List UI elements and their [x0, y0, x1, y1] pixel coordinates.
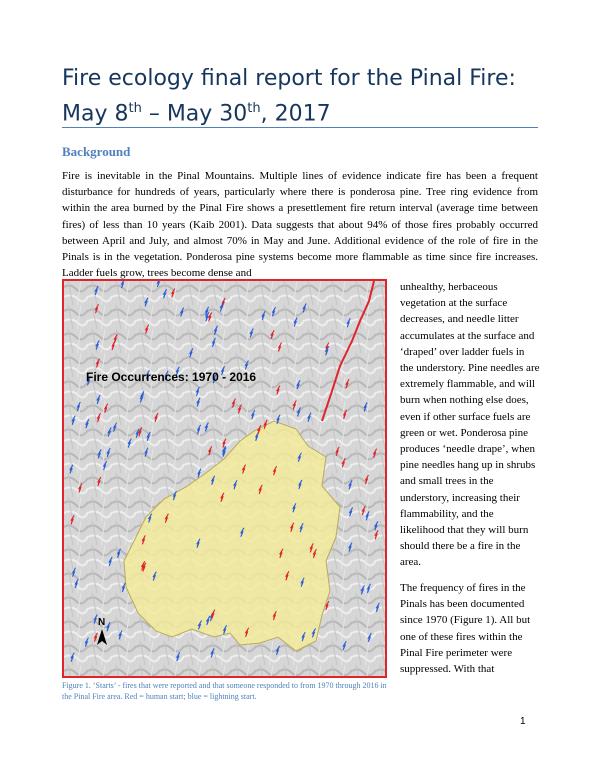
body-paragraph-side-2: The frequency of fires in the Pinals has been documented since 1970 (Figure 1). All but one of these fires within the Pinal Fire perimeter were suppressed. With that — [400, 582, 531, 676]
title-underline — [62, 127, 538, 128]
figure-caption: Figure 1. ‘Starts’ - fires that were reported and that someone responded to from 1970 through 2016 in the Pinal Fire area. Red = human start; blue = lightning start. — [62, 681, 387, 701]
body-paragraph-main: Fire is inevitable in the Pinal Mountains. Multiple lines of evidence indicate fire has been a frequent disturbance for hundreds of years, particularly where there is ponderosa pine. Tree ring evidence from within the area burned by the Pinal Fire shows a presettlement fire return interval (average time between fires) of less than 10 years (Kaib 2001). Data suggests that about 94% of those fires probably occurred between April and July, and almost 70% in May and June. Additional evidence of the role of fire in the Pinals is in the vegetation. Ponderosa pine systems become more flammable as time since fire increases. Ladder fuels grow, trees become dense and — [62, 170, 538, 280]
map-title: Fire Occurrences: 1970 - 2016 — [86, 370, 257, 384]
body-paragraph-side: unhealthy, herbaceous vegetation at the surface decreases, and needle litter accumulates at the surface and ‘draped’ over ladder fuels in the understory. Pine needles are extremely flammable, and will burn when nothing else does, even if other surface fuels are green or wet. Ponderosa pine produces ‘needle drape’, when pine needles hang up in shrubs and small trees in the understory, increasing their flammability, and the likelihood that they will burn should there be a fire in the area. — [400, 281, 540, 569]
fire-occurrence-map — [62, 279, 387, 678]
north-label: N — [98, 617, 106, 628]
report-title: Fire ecology final report for the Pinal Fire: May 8th – May 30th, 2017 — [62, 66, 516, 127]
section-heading-background: Background — [62, 144, 131, 159]
map-canvas — [64, 281, 385, 676]
page-number: 1 — [520, 716, 526, 727]
